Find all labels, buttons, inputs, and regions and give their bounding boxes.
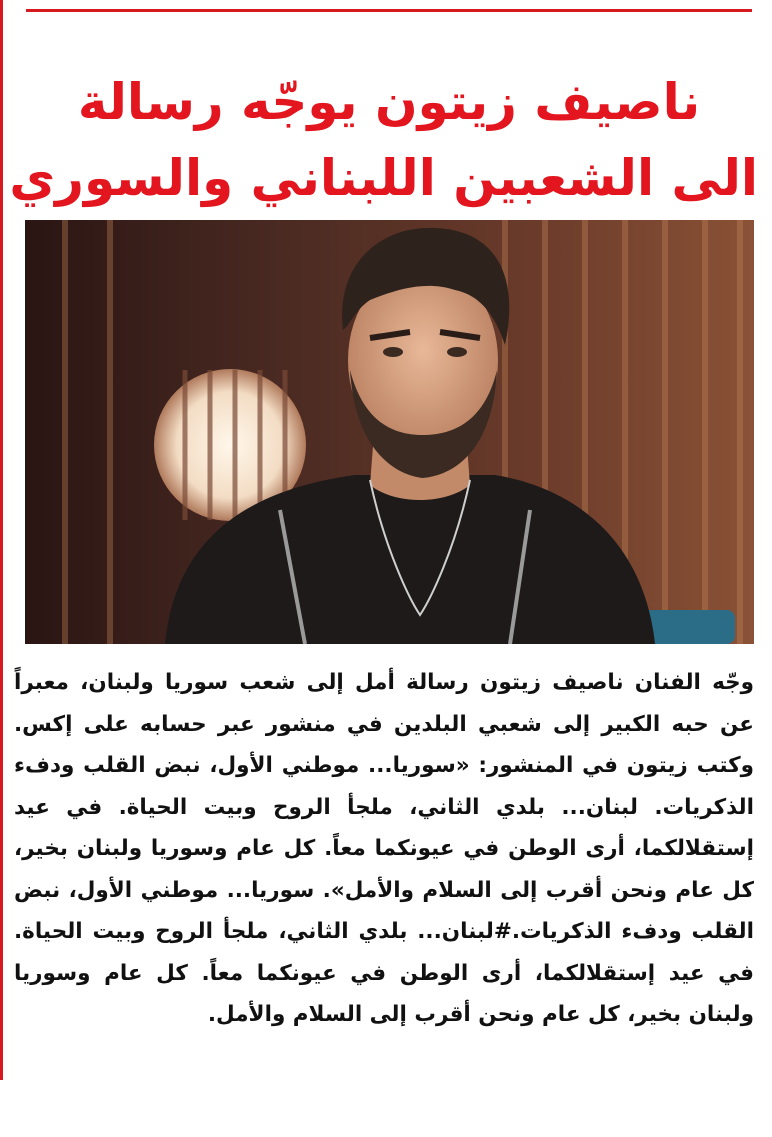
article-photo — [25, 220, 754, 644]
article-headline — [9, 64, 758, 216]
left-red-rule — [0, 0, 3, 1080]
article-body-paragraph: وجّه الفنان ناصيف زيتون رسالة أمل إلى شعب سوريا ولبنان، معبراً عن حبه الكبير إلى شعبي البلدين في منشور عبر حسابه على إكس. وكتب زيتون في المنشور: «سوريا... موطني الأول، نبض القلب ودفء الذكريات. لبنان... بلدي الثاني، ملجأ الروح وبيت الحياة. في عيد إستقلالكما، أرى الوطن في عيونكما معاً. كل عام وسوريا ولبنان بخير، كل عام ونحن أقرب إلى السلام والأمل». سوريا... موطني الأول، نبض القلب ودفء الذكريات.#لبنان... بلدي الثاني، ملجأ الروح وبيت الحياة. في عيد إستقلالكما، أرى الوطن في عيونكما معاً. كل عام وسوريا ولبنان بخير، كل عام ونحن أقرب إلى السلام والأمل. — [14, 670, 754, 1027]
top-red-rule — [26, 9, 752, 12]
headline-line-2: الى الشعبين اللبناني والسوري — [9, 148, 758, 207]
article-body — [14, 662, 754, 1036]
portrait-illustration — [25, 220, 754, 644]
headline-line-1: ناصيف زيتون يوجّه رسالة — [77, 72, 701, 131]
